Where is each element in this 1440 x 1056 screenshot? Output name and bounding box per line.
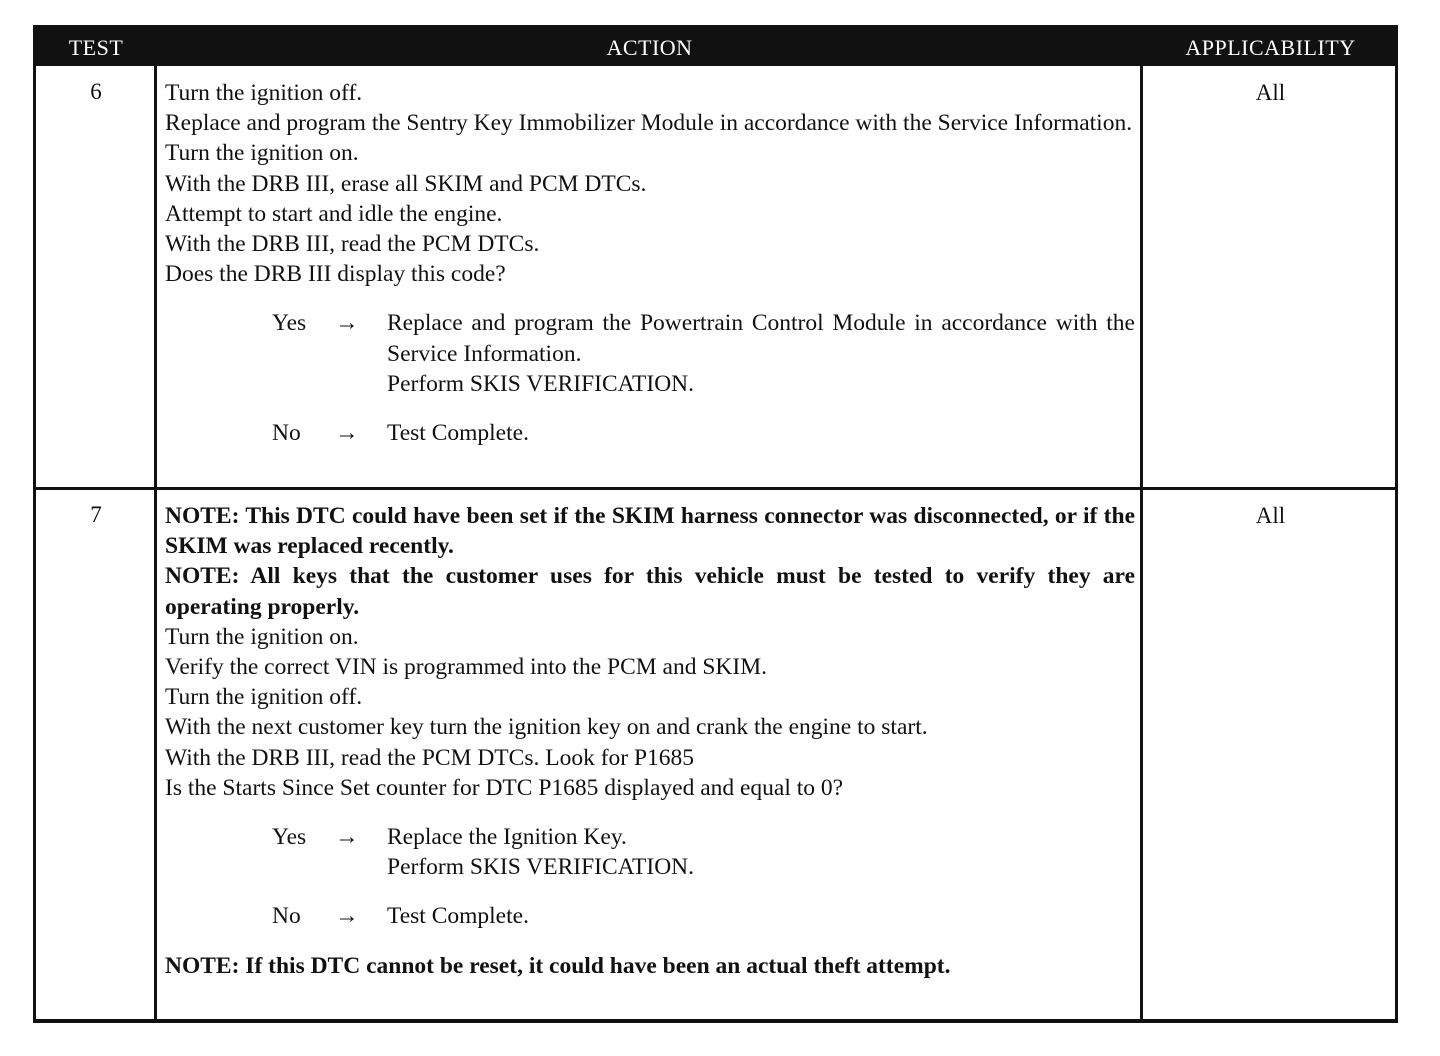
yes-text-line: Perform SKIS VERIFICATION.	[387, 370, 695, 397]
action-line: With the next customer key turn the ignition key on and crank the engine to start.	[165, 714, 928, 741]
yes-label: Yes	[272, 310, 307, 337]
yes-text-line: Replace the Ignition Key.	[387, 824, 627, 851]
yes-label: Yes	[272, 824, 307, 851]
action-line: Turn the ignition off.	[165, 684, 363, 711]
action-line: Attempt to start and idle the engine.	[165, 200, 503, 227]
header-applicability: APPLICABILITY	[1185, 35, 1356, 60]
applicability-value: All	[1255, 80, 1286, 105]
header-test: TEST	[68, 35, 124, 60]
yes-text-line: Replace and program the Powertrain Control Module in accordance with the Service Information.	[387, 310, 1135, 367]
action-line: With the DRB III, read the PCM DTCs. Look for P1685	[165, 744, 695, 771]
no-text: Test Complete.	[387, 903, 529, 930]
action-cell	[165, 78, 1135, 448]
no-response	[165, 901, 1135, 931]
action-line: Does the DRB III display this code?	[165, 261, 506, 288]
action-line: With the DRB III, read the PCM DTCs.	[165, 231, 540, 258]
action-line: With the DRB III, erase all SKIM and PCM DTCs.	[165, 170, 647, 197]
header-action: ACTION	[606, 35, 693, 60]
table-header	[36, 28, 1395, 66]
table-row	[36, 490, 1395, 1020]
no-label: No	[272, 420, 301, 447]
action-cell	[165, 501, 1135, 981]
yes-response	[165, 822, 1135, 882]
action-line: Turn the ignition off.	[165, 80, 363, 106]
arrow-icon: →	[335, 420, 359, 447]
diagnostic-test-table	[33, 25, 1398, 1023]
action-line: Is the Starts Since Set counter for DTC P1685 displayed and equal to 0?	[165, 774, 844, 801]
action-line: Turn the ignition on.	[165, 623, 359, 650]
no-response	[165, 418, 1135, 448]
yes-text	[387, 822, 1135, 882]
action-line: Turn the ignition on.	[165, 140, 359, 167]
action-line: Verify the correct VIN is programmed into the PCM and SKIM.	[165, 654, 767, 681]
yes-text	[387, 308, 1135, 399]
no-label: No	[272, 903, 301, 930]
note-text: NOTE: All keys that the customer uses for this vehicle must be tested to verify they are operating properly.	[165, 563, 1135, 620]
no-text: Test Complete.	[387, 420, 529, 447]
arrow-icon: →	[335, 824, 359, 851]
note-text: NOTE: This DTC could have been set if the SKIM harness connector was disconnected, or if the SKIM was replaced recently.	[165, 503, 1135, 560]
table-row	[36, 66, 1395, 487]
test-number: 6	[90, 79, 102, 104]
action-line: Replace and program the Sentry Key Immobilizer Module in accordance with the Service Information.	[165, 110, 1133, 137]
final-note-text: NOTE: If this DTC cannot be reset, it could have been an actual theft attempt.	[165, 952, 951, 979]
arrow-icon: →	[335, 903, 359, 930]
yes-response	[165, 308, 1135, 399]
test-number: 7	[90, 502, 102, 527]
applicability-value: All	[1255, 503, 1286, 528]
arrow-icon: →	[335, 310, 359, 337]
yes-text-line: Perform SKIS VERIFICATION.	[387, 854, 695, 881]
